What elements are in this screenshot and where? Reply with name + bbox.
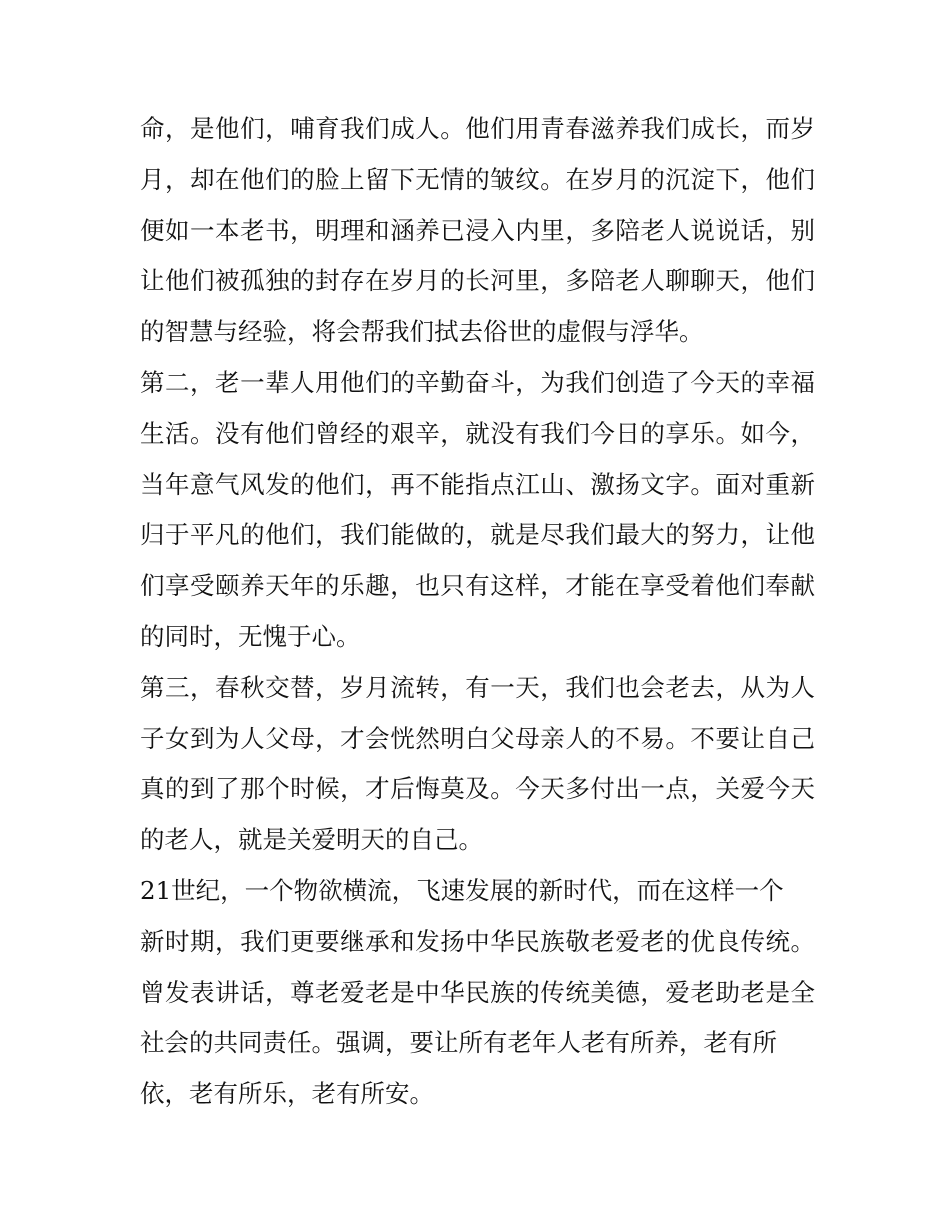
text-line-2: 月，却在他们的脸上留下无情的皱纹。在岁月的沉淀下，他们 [140, 164, 815, 194]
text-line-20: 依，老有所乐，老有所安。 [140, 1079, 434, 1109]
text-line-11: 的同时，无愧于心。 [140, 621, 361, 651]
document-body [140, 104, 815, 1120]
text-line-7: 生活。没有他们曾经的艰辛，就没有我们今日的享乐。如今， [140, 418, 815, 448]
text-line-16: 21世纪，一个物欲横流，飞速发展的新时代，而在这样一个 [140, 875, 784, 905]
text-line-15: 的老人，就是关爱明天的自己。 [140, 825, 483, 855]
text-line-14: 真的到了那个时候，才后悔莫及。今天多付出一点，关爱今天 [140, 774, 815, 804]
text-line-9: 归于平凡的他们，我们能做的，就是尽我们最大的努力，让他 [140, 520, 815, 550]
text-line-6: 第二，老一辈人用他们的辛勤奋斗，为我们创造了今天的幸福 [140, 367, 815, 397]
text-line-19: 社会的共同责任。强调，要让所有老年人老有所养，老有所 [140, 1028, 777, 1058]
text-line-8: 当年意气风发的他们，再不能指点江山、激扬文字。面对重新 [140, 469, 815, 499]
text-line-13: 子女到为人父母，才会恍然明白父母亲人的不易。不要让自己 [140, 723, 815, 753]
text-line-3: 便如一本老书，明理和涵养已浸入内里，多陪老人说说话，别 [140, 215, 815, 245]
text-line-1: 命，是他们，哺育我们成人。他们用青春滋养我们成长，而岁 [140, 114, 815, 143]
text-line-5: 的智慧与经验，将会帮我们拭去俗世的虚假与浮华。 [140, 317, 704, 347]
text-line-12: 第三，春秋交替，岁月流转，有一天，我们也会老去，从为人 [140, 672, 815, 702]
text-line-10: 们享受颐养天年的乐趣，也只有这样，才能在享受着他们奉献 [140, 571, 815, 601]
text-line-18: 曾发表讲话，尊老爱老是中华民族的传统美德，爱老助老是全 [140, 977, 815, 1007]
text-line-17: 新时期，我们更要继承和发扬中华民族敬老爱老的优良传统。 [140, 926, 815, 956]
text-line-4: 让他们被孤独的封存在岁月的长河里，多陪老人聊聊天，他们 [140, 266, 815, 296]
